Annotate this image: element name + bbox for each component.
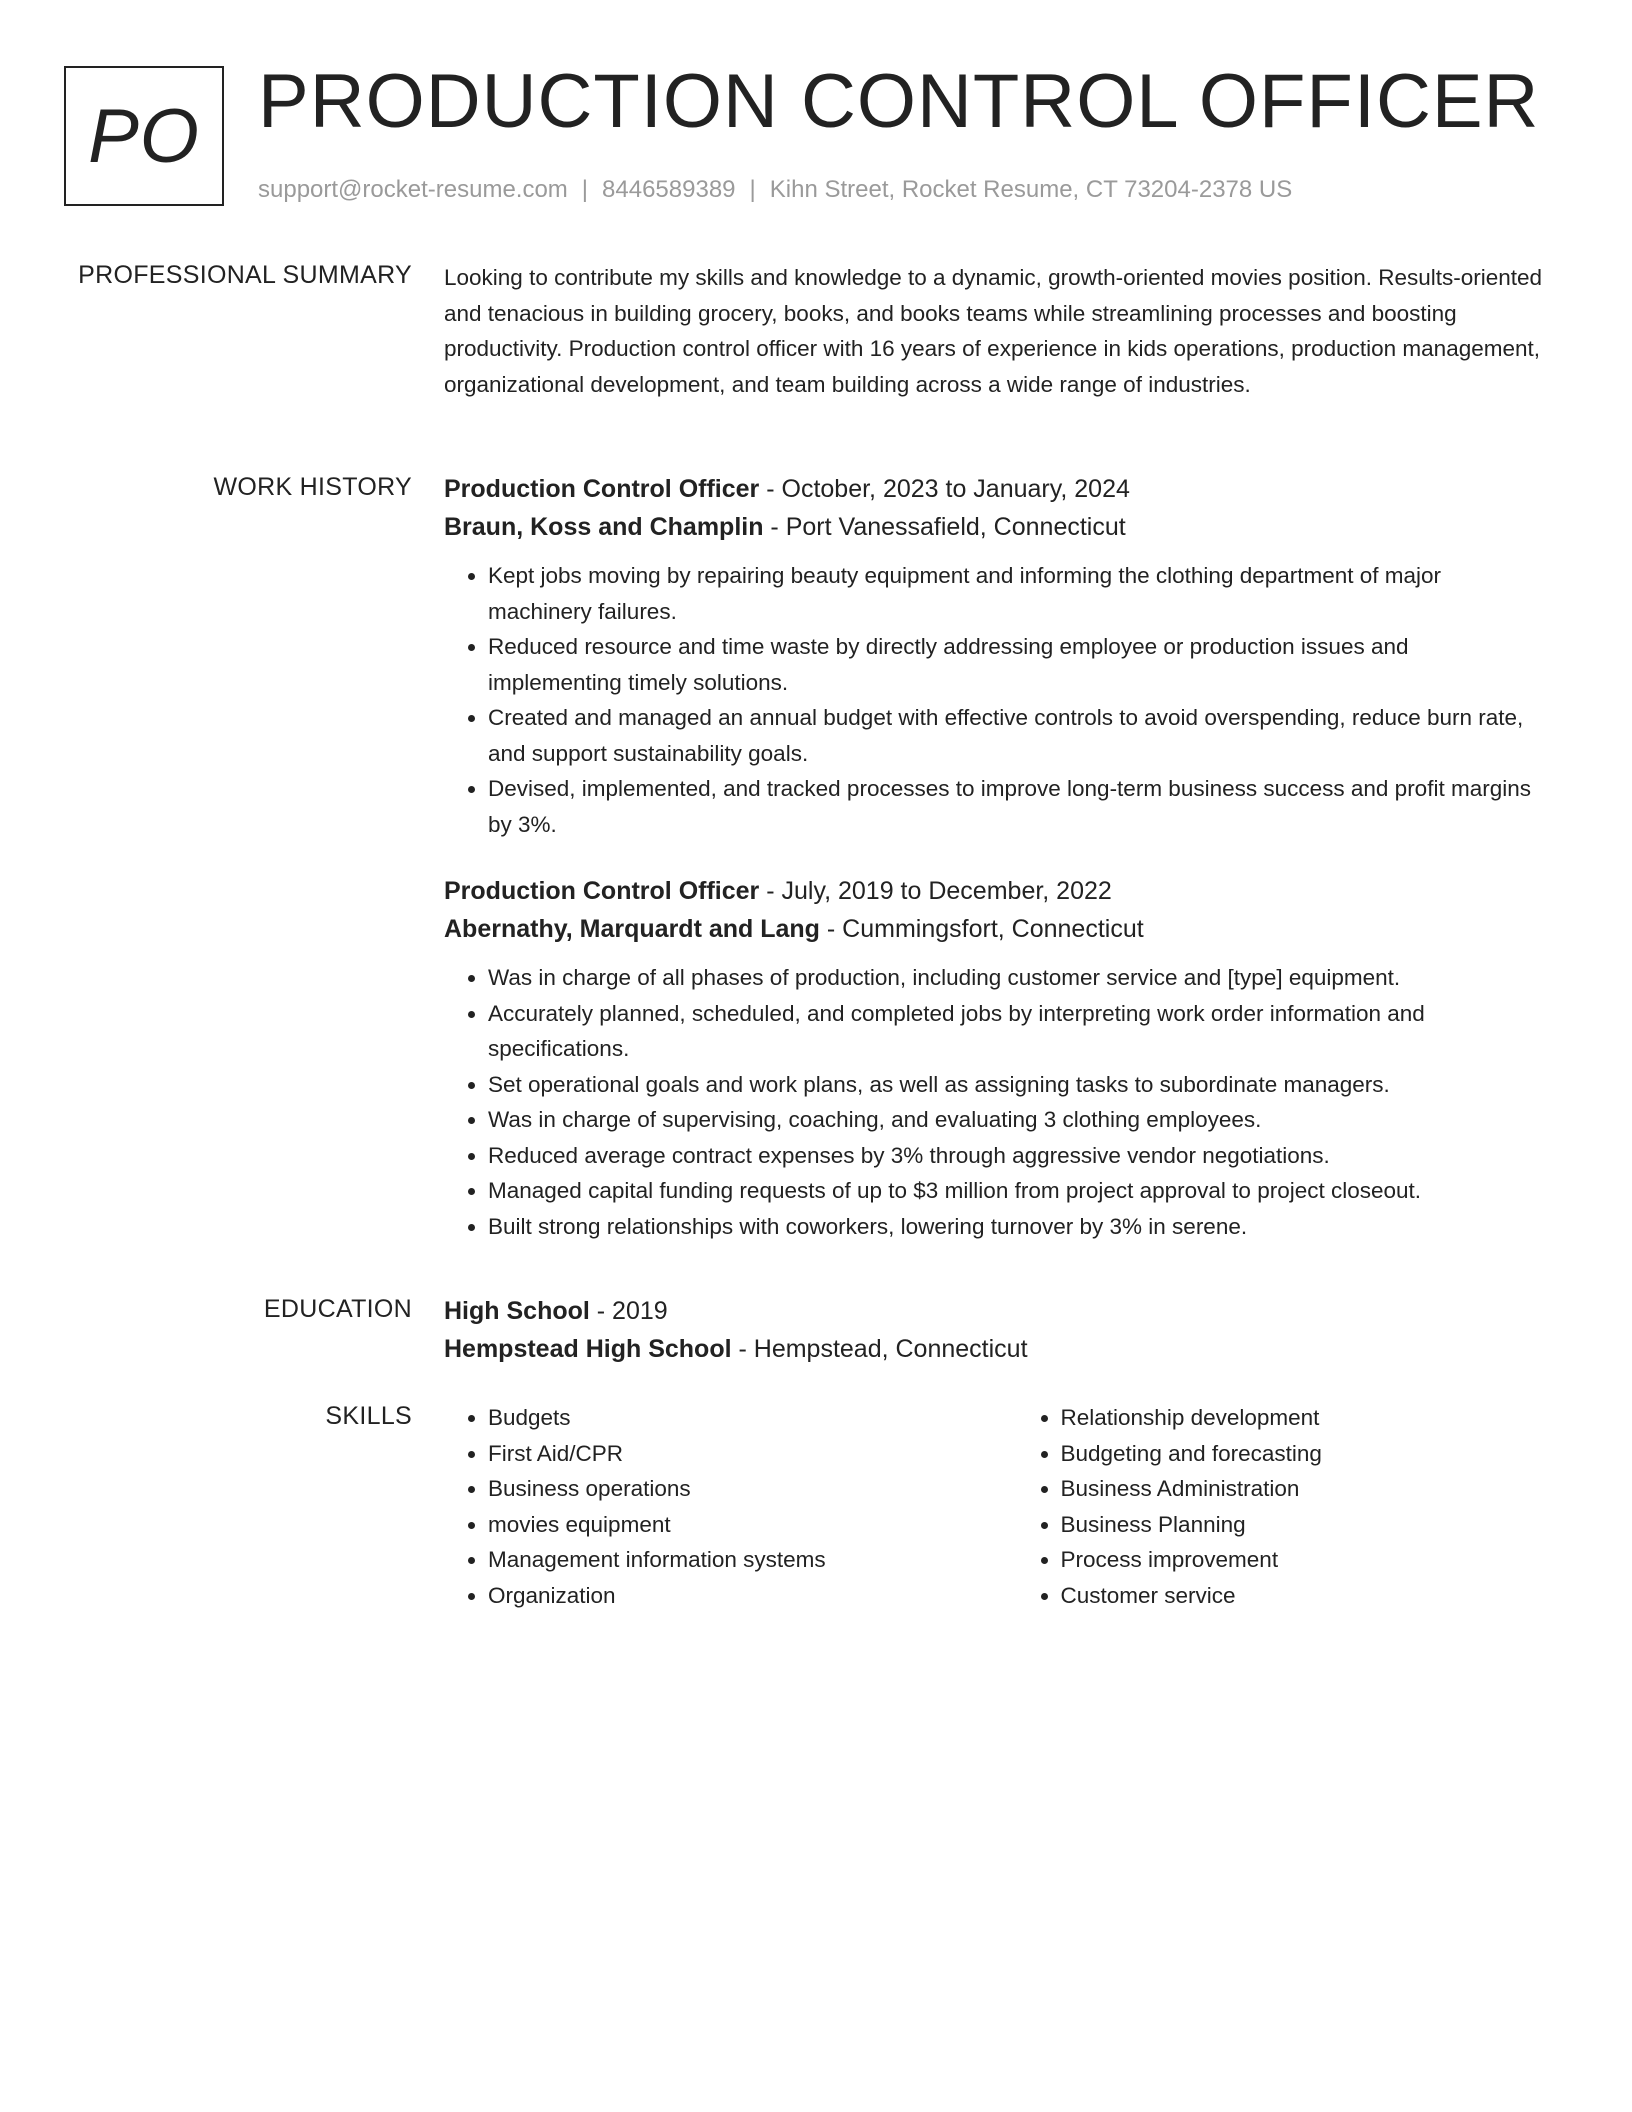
education-degree: High School	[444, 1297, 590, 1325]
contact-email[interactable]: support@rocket-resume.com	[258, 176, 568, 203]
skill-item: • Customer service	[1061, 1578, 1545, 1614]
skill-item: • Business operations	[488, 1471, 972, 1507]
job-bullet: • Created and managed an annual budget with effective controls to avoid overspending, reduce burn rate, and support sustainability goals.	[488, 700, 1544, 771]
job-bullet: • Accurately planned, scheduled, and completed jobs by interpreting work order information and specifications.	[488, 996, 1544, 1067]
job-entry	[444, 872, 1544, 1244]
skill-item: • Process improvement	[1061, 1542, 1545, 1578]
skill-item: • Business Planning	[1061, 1507, 1545, 1543]
contact-address: Kihn Street, Rocket Resume, CT 73204-2378 US	[769, 176, 1293, 203]
job-bullet: • Built strong relationships with coworkers, lowering turnover by 3% in serene.	[488, 1209, 1544, 1245]
monogram-box	[64, 66, 224, 206]
work-history-body	[444, 470, 1544, 1244]
job-bullet: • Set operational goals and work plans, as well as assigning tasks to subordinate managers.	[488, 1067, 1544, 1103]
contact-separator: |	[749, 176, 756, 203]
section-heading-skills: SKILLS	[325, 1402, 412, 1430]
job-bullet: • Kept jobs moving by repairing beauty equipment and informing the clothing department of major machinery failures.	[488, 558, 1544, 629]
job-title-line	[444, 872, 1544, 910]
contact-phone[interactable]: 8446589389	[602, 176, 736, 203]
skill-item: • Management information systems	[488, 1542, 972, 1578]
skill-item: • Organization	[488, 1578, 972, 1614]
resume-name: PRODUCTION CONTROL OFFICER	[258, 59, 1540, 144]
job-bullet: • Managed capital funding requests of up to $3 million from project approval to project closeout.	[488, 1173, 1544, 1209]
skills-list-right	[1017, 1400, 1545, 1613]
job-bullet: • Reduced average contract expenses by 3% through aggressive vendor negotiations.	[488, 1138, 1544, 1174]
contact-line	[258, 174, 1292, 205]
summary-body	[444, 260, 1544, 402]
education-school-line	[444, 1330, 1544, 1368]
education-year: - 2019	[589, 1297, 668, 1325]
section-heading-work-history: WORK HISTORY	[213, 473, 412, 501]
skill-item: • First Aid/CPR	[488, 1436, 972, 1472]
section-heading-summary: PROFESSIONAL SUMMARY	[78, 261, 412, 289]
skills-columns	[444, 1400, 1544, 1613]
job-title: Production Control Officer	[444, 475, 760, 503]
job-location: - Cummingsfort, Connecticut	[819, 915, 1144, 943]
job-title-line	[444, 470, 1544, 508]
summary-text: Looking to contribute my skills and knowledge to a dynamic, growth-oriented movies position. Results-oriented and tenacious in building grocery, books, and books teams while streamlining processes and boosting productivity. Production control officer with 16 years of experience in kids operations, production management, organizational development, and team building across a wide range of industries.	[444, 265, 1543, 397]
skill-item: • Business Administration	[1061, 1471, 1545, 1507]
job-company: Braun, Koss and Champlin	[444, 513, 764, 541]
section-heading-education: EDUCATION	[263, 1295, 412, 1323]
education-body	[444, 1292, 1544, 1368]
monogram-initials: PO	[88, 93, 200, 179]
skills-body	[444, 1400, 1544, 1613]
job-dates: - October, 2023 to January, 2024	[759, 475, 1130, 503]
job-dates: - July, 2019 to December, 2022	[759, 877, 1112, 905]
skill-item: • Relationship development	[1061, 1400, 1545, 1436]
job-bullet-list	[444, 558, 1544, 842]
job-company-line	[444, 910, 1544, 948]
skills-list-left	[444, 1400, 972, 1613]
skill-item: • Budgets	[488, 1400, 972, 1436]
skill-item: • movies equipment	[488, 1507, 972, 1543]
job-company-line	[444, 508, 1544, 546]
job-company: Abernathy, Marquardt and Lang	[444, 915, 820, 943]
job-bullet-list	[444, 960, 1544, 1244]
job-bullet: • Was in charge of all phases of production, including customer service and [type] equipment.	[488, 960, 1544, 996]
contact-separator: |	[581, 176, 589, 203]
education-degree-line	[444, 1292, 1544, 1330]
education-location: - Hempstead, Connecticut	[731, 1335, 1028, 1363]
education-school: Hempstead High School	[444, 1335, 732, 1363]
job-bullet: • Reduced resource and time waste by directly addressing employee or production issues and implementing timely solutions.	[488, 629, 1544, 700]
job-bullet: • Devised, implemented, and tracked processes to improve long-term business success and profit margins by 3%.	[488, 771, 1544, 842]
job-title: Production Control Officer	[444, 877, 760, 905]
job-entry	[444, 470, 1544, 842]
job-location: - Port Vanessafield, Connecticut	[763, 513, 1126, 541]
job-bullet: • Was in charge of supervising, coaching, and evaluating 3 clothing employees.	[488, 1102, 1544, 1138]
skill-item: • Budgeting and forecasting	[1061, 1436, 1545, 1472]
